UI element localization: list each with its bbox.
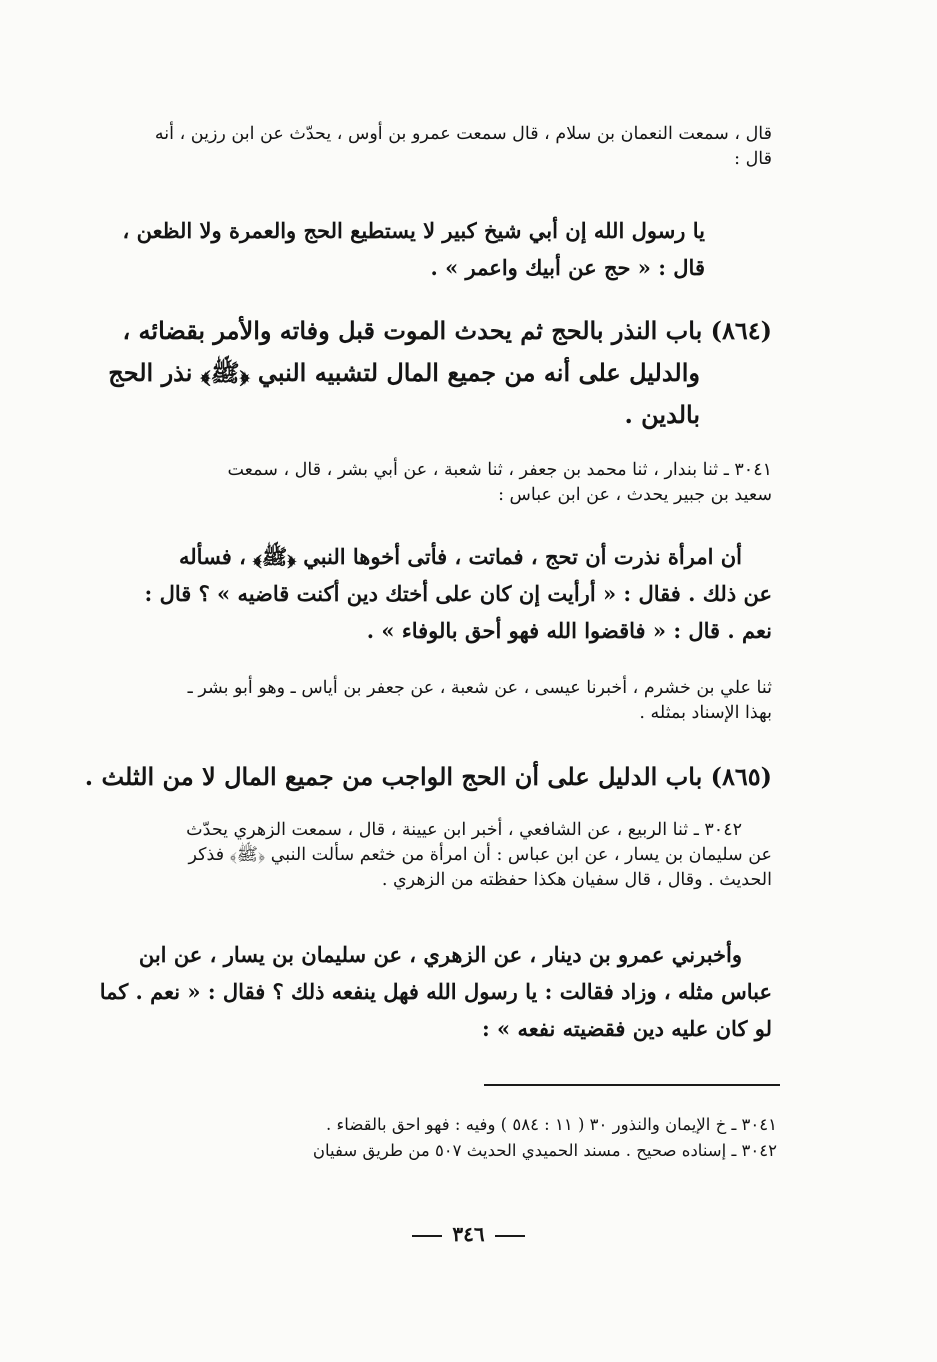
text-line: قال : [734,149,772,169]
page-number [0,1222,937,1246]
text-line: بالدين . [624,400,700,429]
chapter-heading-864 [84,310,772,436]
footnote-divider [484,1084,780,1086]
footnotes [270,1112,777,1164]
text-line: يا رسول الله إن أبي شيخ كبير لا يستطيع الحج والعمرة ولا الظعن ، [122,218,705,243]
text-line: وأخبرني عمرو بن دينار ، عن الزهري ، عن سليمان بن يسار ، عن ابن [138,942,742,967]
text-line: أن امرأة نذرت أن تحج ، فماتت ، فأتى أخوها النبي ﴿ﷺ﴾ ، فسأله [179,544,742,569]
text-line: عن سليمان بن يسار ، عن ابن عباس : أن امرأة من خثعم سألت النبي ﴿ﷺ﴾ فذكر [188,845,772,865]
footnote-3042: ٣٠٤٢ ـ إسناده صحيح . مسند الحميدي الحديث ٥٠٧ من طريق سفيان [312,1141,777,1160]
text-line: الحديث . وقال ، قال سفيان هكذا حفظته من الزهري . [381,870,772,890]
footnote-3041: ٣٠٤١ ـ خ الإيمان والنذور ٣٠ ( ١١ : ٥٨٤ ) وفيه : فهو احق بالقضاء . [326,1115,777,1134]
matn-3042 [92,936,772,1047]
text-line: نعم . قال : « فاقضوا الله فهو أحق بالوفاء » . [366,618,772,643]
hadith-text [92,212,705,286]
text-line: قال : « حج عن أبيك واعمر » . [430,255,705,280]
text-line: عباس مثله ، وزاد فقالت : يا رسول الله فهل ينفعه ذلك ؟ فقال : « نعم . كما [99,979,772,1004]
text-line: عن ذلك . فقال : « أرأيت إن كان على أختك دين أكنت قاضيه » ؟ قال : [144,581,772,606]
text-line: ٣٠٤١ ـ ثنا بندار ، ثنا محمد بن جعفر ، ثنا شعبة ، عن أبي بشر ، قال ، سمعت [227,460,772,480]
text-line: والدليل على أنه من جميع المال لتشبيه النبي ﴿ﷺ﴾ نذر الحج [108,358,700,387]
text-line: ثنا علي بن خشرم ، أخبرنا عيسى ، عن شعبة ، عن جعفر بن أياس ـ وهو أبو بشر ـ [187,678,772,698]
text-line: لو كان عليه دين فقضيته نفعه » : [481,1016,772,1041]
isnad-followup [92,676,772,726]
text-line: قال ، سمعت النعمان بن سلام ، قال سمعت عمرو بن أوس ، يحدّث عن ابن رزين ، أنه [154,124,772,144]
text-line: (٨٦٥) باب الدليل على أن الحج الواجب من جميع المال لا من الثلث . [84,762,772,791]
isnad-3042 [92,818,772,893]
page-number-value: ٣٤٦ [452,1222,485,1246]
text-line: بهذا الإسناد بمثله . [639,703,772,723]
text-line: ٣٠٤٢ ـ ثنا الربيع ، عن الشافعي ، أخبر ابن عيينة ، قال ، سمعت الزهري يحدّث [186,820,742,840]
text-line: سعيد بن جبير يحدث ، عن ابن عباس : [498,485,772,505]
dash-right [412,1235,442,1237]
isnad-3041 [92,458,772,508]
dash-left [495,1235,525,1237]
text-line: (٨٦٤) باب النذر بالحج ثم يحدث الموت قبل وفاته والأمر بقضائه ، [122,316,772,345]
isnad-line [92,122,772,172]
matn-3041 [92,538,772,649]
chapter-heading-865 [84,756,772,798]
